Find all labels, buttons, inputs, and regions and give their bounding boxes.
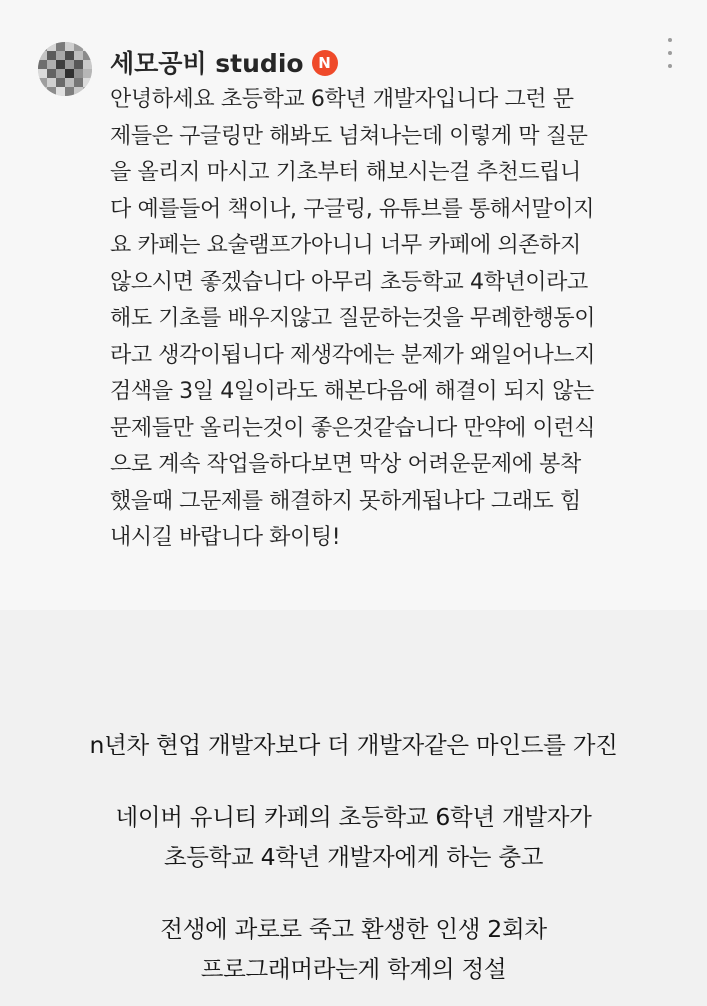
comment-text bbox=[110, 82, 695, 557]
author-name[interactable]: 세모공비 studio bbox=[110, 49, 304, 78]
comment-line: 내시길 바랍니다 화이팅! bbox=[110, 525, 341, 550]
more-vertical-icon[interactable] bbox=[660, 36, 680, 70]
caption-line: 네이버 유니티 카페의 초등학교 6학년 개발자가 bbox=[115, 803, 592, 831]
comment-line: 않으시면 좋겠습니다 아무리 초등학교 4학년이라고 bbox=[110, 269, 588, 295]
comment-line: 안녕하세요 초등학교 6학년 개발자입니다 그런 문 bbox=[110, 87, 574, 112]
caption-line: 전생에 과로로 죽고 환생한 인생 2회차 bbox=[160, 915, 547, 943]
comment-line: 제들은 구글링만 해봐도 넘쳐나는데 이렇게 막 질문 bbox=[110, 123, 588, 149]
comment-line: 을 올리지 마시고 기초부터 해보시는걸 추천드립니 bbox=[110, 160, 581, 185]
author-row bbox=[110, 44, 338, 80]
caption-line: 프로그래머라는게 학계의 정설 bbox=[200, 955, 507, 983]
comment-line: 다 예를들어 책이나, 구글링, 유튜브를 통해서말이지 bbox=[110, 196, 595, 222]
caption-line: n년차 현업 개발자보다 더 개발자같은 마인드를 가진 bbox=[89, 731, 618, 759]
comment-line: 요 카페는 요술램프가아니니 너무 카페에 의존하지 bbox=[110, 233, 581, 258]
comment-line: 라고 생각이됩니다 제생각에는 분제가 왜일어나느지 bbox=[110, 342, 596, 368]
avatar[interactable] bbox=[38, 42, 92, 96]
comment-line: 해도 기초를 배우지않고 질문하는것을 무례한행동이 bbox=[110, 306, 596, 331]
avatar-pixelated-image bbox=[38, 42, 92, 96]
new-badge-icon: N bbox=[312, 50, 338, 76]
comment-line: 검색을 3일 4일이라도 해본다음에 해결이 되지 않는 bbox=[110, 379, 594, 404]
caption-line: 초등학교 4학년 개발자에게 하는 충고 bbox=[163, 843, 544, 871]
comment-line: 했을때 그문제를 해결하지 못하게됩나다 그래도 힘 bbox=[110, 488, 581, 514]
comment-line: 으로 계속 작업을하다보면 막상 어려운문제에 봉착 bbox=[110, 452, 581, 477]
comment-line: 문제들만 올리는것이 좋은것같습니다 만약에 이런식 bbox=[110, 415, 596, 441]
